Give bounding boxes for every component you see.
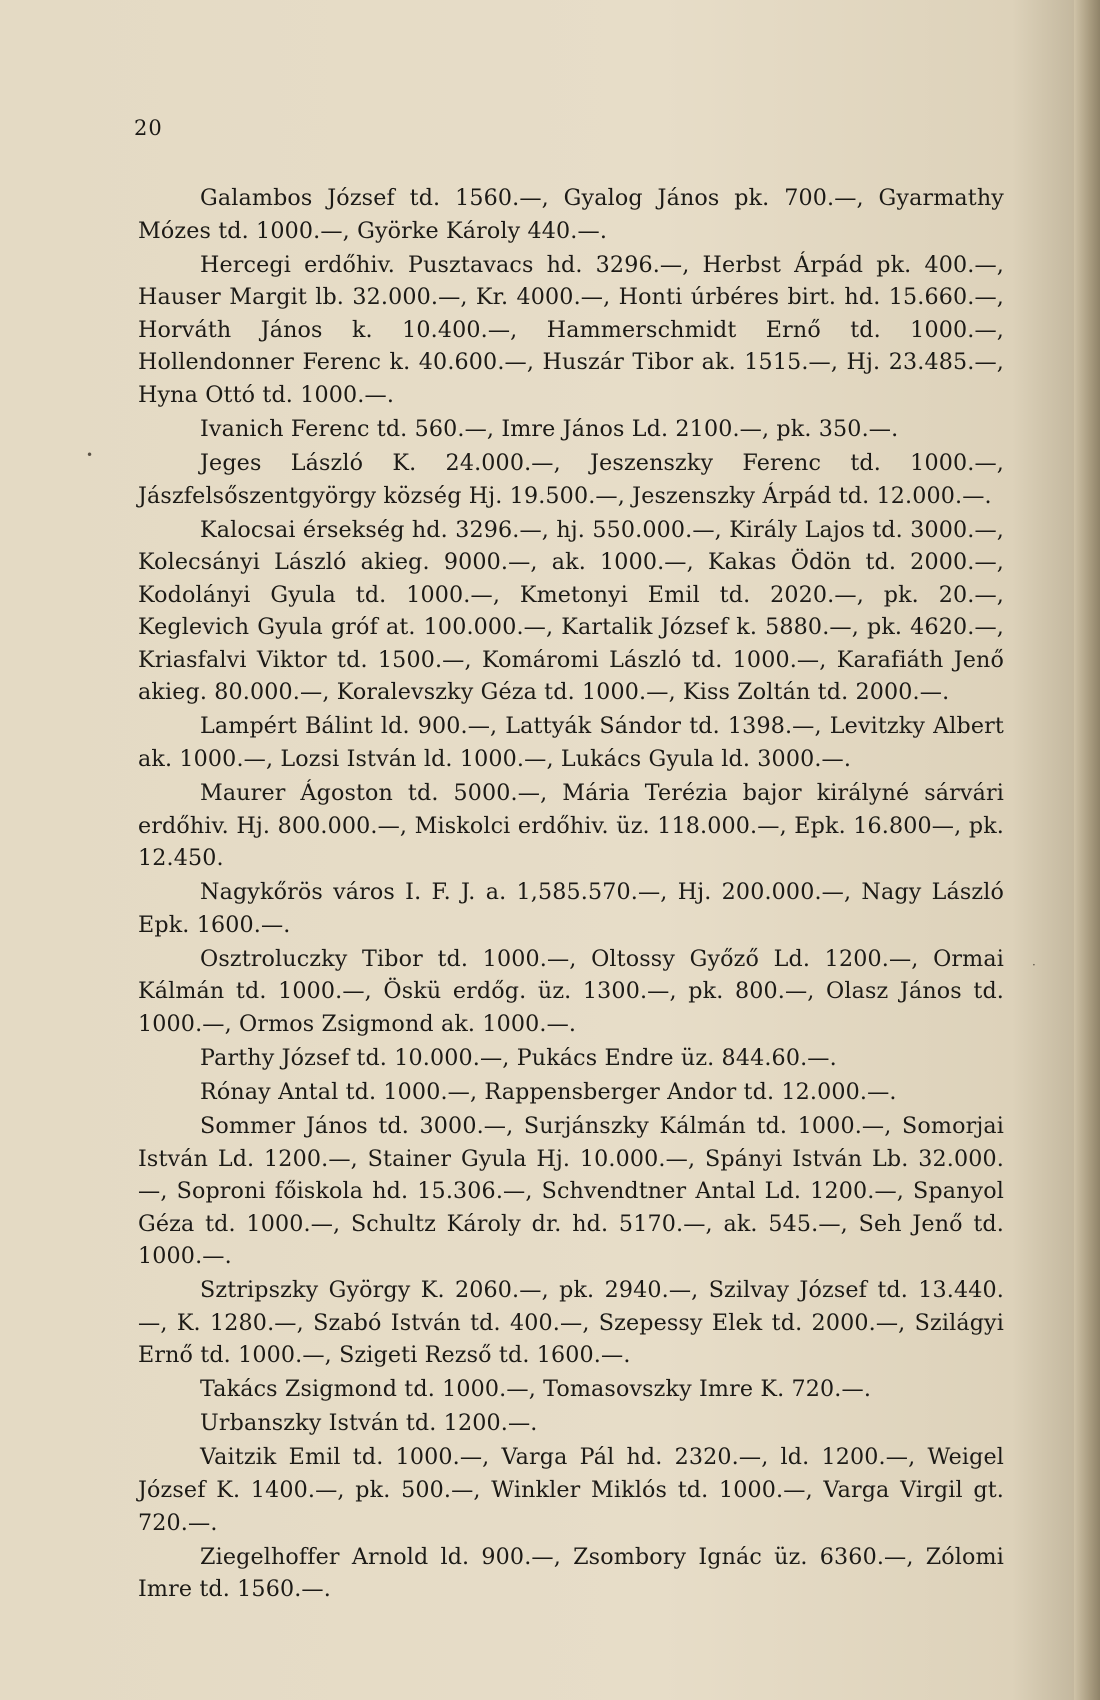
paper-speck: · (1032, 958, 1036, 972)
entry-g: Galambos József td. 1560.—, Gyalog János pk. 700.—, Gyarmathy Mózes td. 1000.—, Györke Károly 440.—. (138, 185, 1004, 244)
entry-j: Jeges László K. 24.000.—, Jeszenszky Ferenc td. 1000.—, Jászfelsőszentgyörgy község Hj. 19.500.—, Jeszenszky Árpád td. 12.000.—. (138, 449, 1004, 509)
entry-o: Osztroluczky Tibor td. 1000.—, Oltossy Győző Ld. 1200.—, Ormai Kálmán td. 1000.—, Öskü erdőg. üz. 1300.—, pk. 800.—, Olasz János td. 1000.—, Ormos Zsigmond ak. 1000.—. (138, 945, 1004, 1037)
entry-r: Rónay Antal td. 1000.—, Rappensberger Andor td. 12.000.—. (200, 1078, 897, 1105)
entry-n: Nagykőrös város I. F. J. a. 1,585.570.—, Hj. 200.000.—, Nagy László Epk. 1600.—. (138, 879, 1004, 938)
entry-m: Maurer Ágoston td. 5000.—, Mária Terézia bajor királyné sárvári erdőhiv. Hj. 800.000.—, Miskolci erdőhiv. üz. 118.000.—, Epk. 16.800—, pk. 12.450. (138, 780, 1004, 872)
entry-t: Takács Zsigmond td. 1000.—, Tomasovszky Imre K. 720.—. (200, 1376, 872, 1403)
entry-s: Sommer János td. 3000.—, Surjánszky Kálmán td. 1000.—, Somorjai István Ld. 1200.—, Stainer Gyula Hj. 10.000.—, Spányi István Lb. 32.000.—, Soproni főiskola hd. 15.306.—, Schvendtner Antal Ld. 1200.—, Spanyol Géza td. 1000.—, Schultz Károly dr. hd. 5170.—, ak. 545.—, Seh Jenő td. 1000.—. (138, 1112, 1004, 1270)
page-spine-shadow (1074, 0, 1100, 1700)
entry-h: Hercegi erdőhiv. Pusztavacs hd. 3296.—, Herbst Árpád pk. 400.—, Hauser Margit lb. 32.000.—, Kr. 4000.—, Honti úrbéres birt. hd. 15.660.—, Horváth János k. 10.400.—, Hammerschmidt Ernő td. 1000.—, Hollendonner Ferenc k. 40.600.—, Huszár Tibor ak. 1515.—, Hj. 23.485.—, Hyna Ottó td. 1000.—. (138, 251, 1004, 408)
entry-z: Ziegelhoffer Arnold ld. 900.—, Zsombory Ignác üz. 6360.—, Zólomi Imre td. 1560.—. (138, 1543, 1004, 1603)
entry-sz: Sztripszky György K. 2060.—, pk. 2940.—, Szilvay József td. 13.440.—, K. 1280.—, Szabó István td. 400.—, Szepessy Elek td. 2000.—, Szilágyi Ernő td. 1000.—, Szigeti Rezső td. 1600.—. (138, 1277, 1004, 1369)
entry-k: Kalocsai érsekség hd. 3296.—, hj. 550.000.—, Király Lajos td. 3000.—, Kolecsányi László akieg. 9000.—, ak. 1000.—, Kakas Ödön td. 2000.—, Kodolányi Gyula td. 1000.—, Kmetonyi Emil td. 2020.—, pk. 20.—, Keglevich Gyula gróf at. 100.000.—, Kartalik József k. 5880.—, pk. 4620.—, Kriasfalvi Viktor td. 1500.—, Komáromi László td. 1000.—, Karafiáth Jenő akieg. 80.000.—, Koralevszky Géza td. 1000.—, Kiss Zoltán td. 2000.—. (138, 516, 1004, 706)
paper-speck: • (86, 448, 94, 462)
entry-v-w: Vaitzik Emil td. 1000.—, Varga Pál hd. 2320.—, ld. 1200.—, Weigel József K. 1400.—, pk. 500.—, Winkler Miklós td. 1000.—, Varga Virgil gt. 720.—. (138, 1444, 1004, 1536)
entry-u: Urbanszky István td. 1200.—. (200, 1410, 538, 1437)
entry-p: Parthy József td. 10.000.—, Pukács Endre üz. 844.60.—. (200, 1044, 837, 1071)
page-number: 20 (134, 116, 163, 140)
donor-list (138, 182, 1004, 1607)
entry-l: Lampért Bálint ld. 900.—, Lattyák Sándor td. 1398.—, Levitzky Albert ak. 1000.—, Lozsi István ld. 1000.—, Lukács Gyula ld. 3000.—. (138, 713, 1004, 773)
entry-i: Ivanich Ferenc td. 560.—, Imre János Ld. 2100.—, pk. 350.—. (200, 415, 899, 442)
